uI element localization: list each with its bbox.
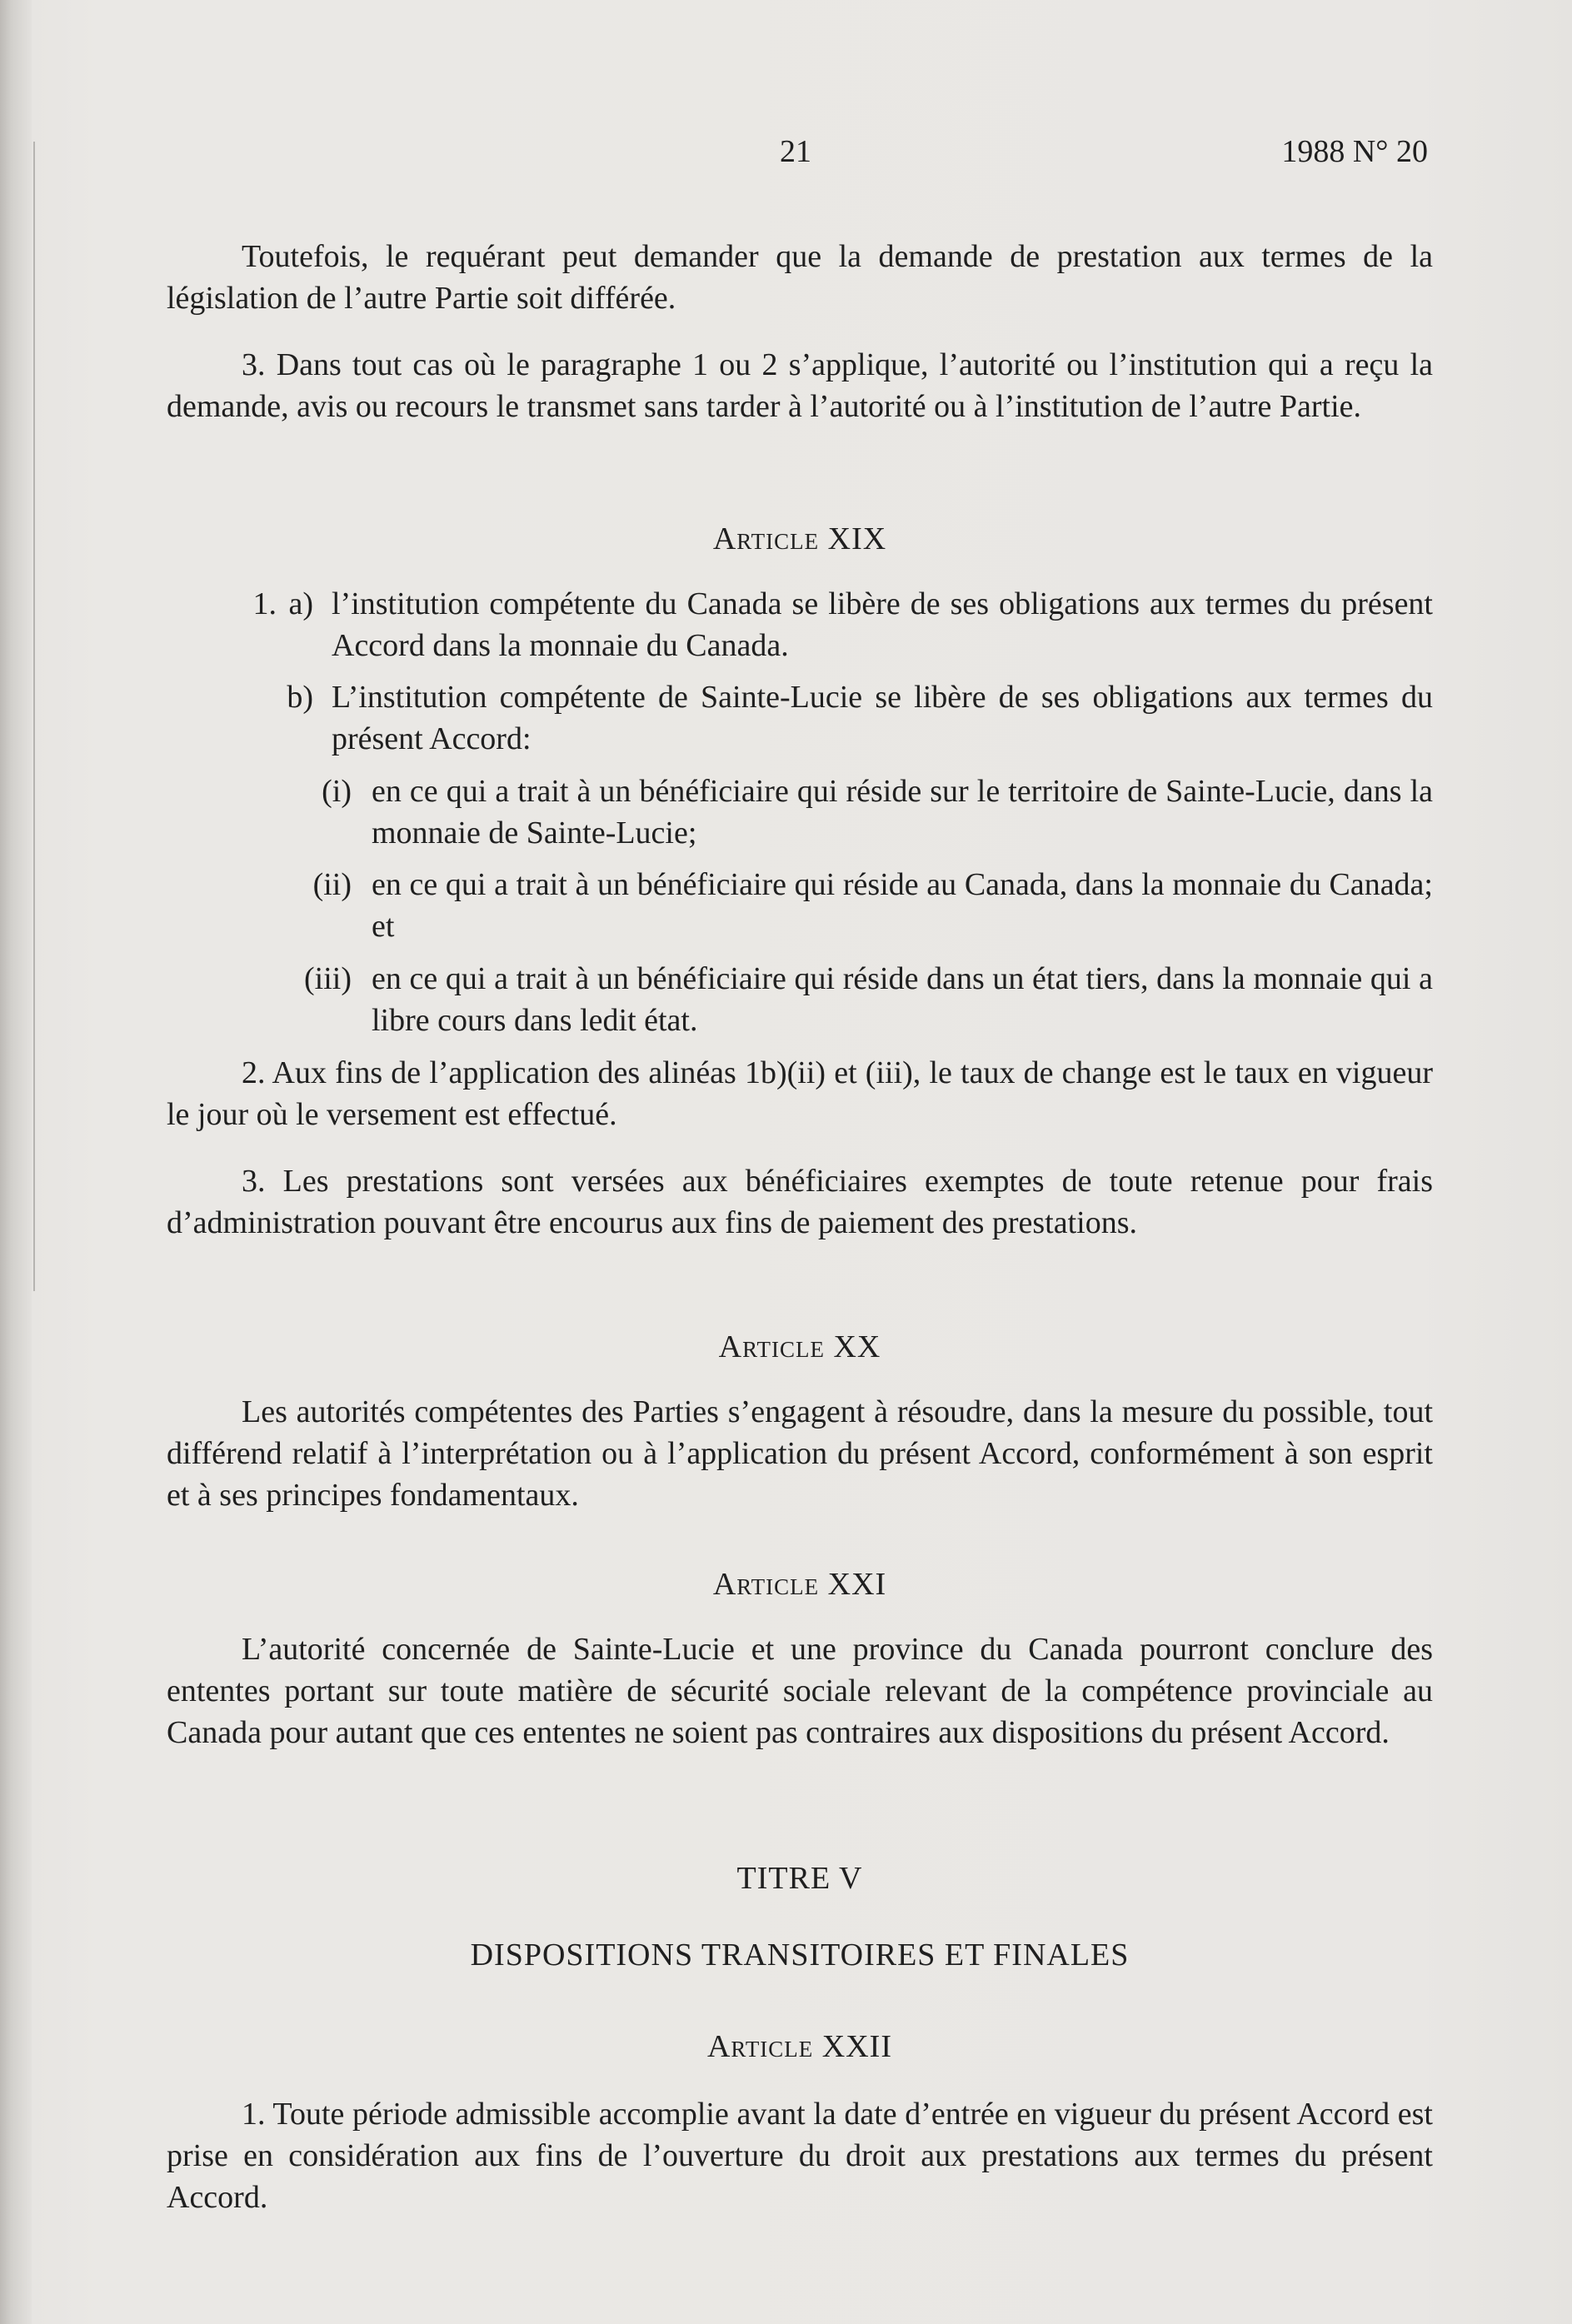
page-number: 21 [780,134,811,169]
article-xix-item-a-label: a) [288,586,313,621]
article-xix-item-1-number: 1. [252,586,277,621]
binding-edge-line [33,142,35,1291]
titre-v-title: TITRE V [736,1861,863,1896]
sub-item-i-label: (i) [322,774,352,809]
article-xix-item-b-text: L’institution compétente de Sainte-Lucie se libère de ses obligations aux termes du présent Accord: [332,680,1433,756]
sub-item-ii-label: (ii) [312,867,352,902]
paragraph-toutefois: Toutefois, le requérant peut demander que la demande de prestation aux termes de la législation de l’autre Partie soit différée. [167,239,1433,316]
titre-v-subtitle: DISPOSITIONS TRANSITOIRES ET FINALES [470,1937,1130,1972]
article-xxi-text: L’autorité concernée de Sainte-Lucie et une province du Canada pourront conclure des ententes portant sur toute matière de sécurité sociale relevant de la compétence provinciale au Canada pour autant que ces ententes ne soient pas contraires aux dispositions du présent Accord. [167,1632,1433,1750]
article-xix-heading: Article XIX [712,521,887,556]
article-xx-text: Les autorités compétentes des Parties s’engagent à résoudre, dans la mesure du possible, tout différend relatif à l’interprétation ou à l’application du présent Accord, conformément à son esprit et à ses principes fondamentaux. [167,1394,1433,1513]
article-xxi-heading: Article XXI [712,1567,887,1602]
article-xxii-paragraph-1: 1. Toute période admissible accomplie avant la date d’entrée en vigueur du présent Accord est prise en considération aux fins de l’ouverture du droit aux prestations aux termes du présent Accord. [167,2097,1433,2215]
page-header [167,133,1433,175]
page-binding-shadow [0,0,32,2324]
article-xix-item-b-label: b) [287,680,313,715]
article-xx-heading: Article XX [718,1329,881,1364]
issue-number: 1988 N° 20 [1281,134,1428,169]
article-xxii-heading: Article XXII [706,2029,892,2064]
sub-item-iii-label: (iii) [304,961,352,996]
article-xix-item-a-text: l’institution compétente du Canada se libère de ses obligations aux termes du présent Accord dans la monnaie du Canada. [332,586,1433,663]
sub-item-iii-text: en ce qui a trait à un bénéficiaire qui réside dans un état tiers, dans la monnaie qui a libre cours dans ledit état. [372,961,1433,1038]
sub-item-i-text: en ce qui a trait à un bénéficiaire qui réside sur le territoire de Sainte-Lucie, dans la monnaie de Sainte-Lucie; [372,774,1433,850]
article-xix-paragraph-2: 2. Aux fins de l’application des alinéas 1b)(ii) et (iii), le taux de change est le taux en vigueur le jour où le versement est effectué. [167,1055,1433,1132]
sub-item-ii-text: en ce qui a trait à un bénéficiaire qui réside au Canada, dans la monnaie du Canada; et [372,867,1433,944]
article-xix-paragraph-3: 3. Les prestations sont versées aux bénéficiaires exemptes de toute retenue pour frais d’administration pouvant être encourus aux fins de paiement des prestations. [167,1164,1433,1240]
paragraph-3-transmission: 3. Dans tout cas où le paragraphe 1 ou 2 s’applique, l’autorité ou l’institution qui a reçu la demande, avis ou recours le transmet sans tarder à l’autorité ou à l’institution de l’autre Partie. [167,347,1433,424]
